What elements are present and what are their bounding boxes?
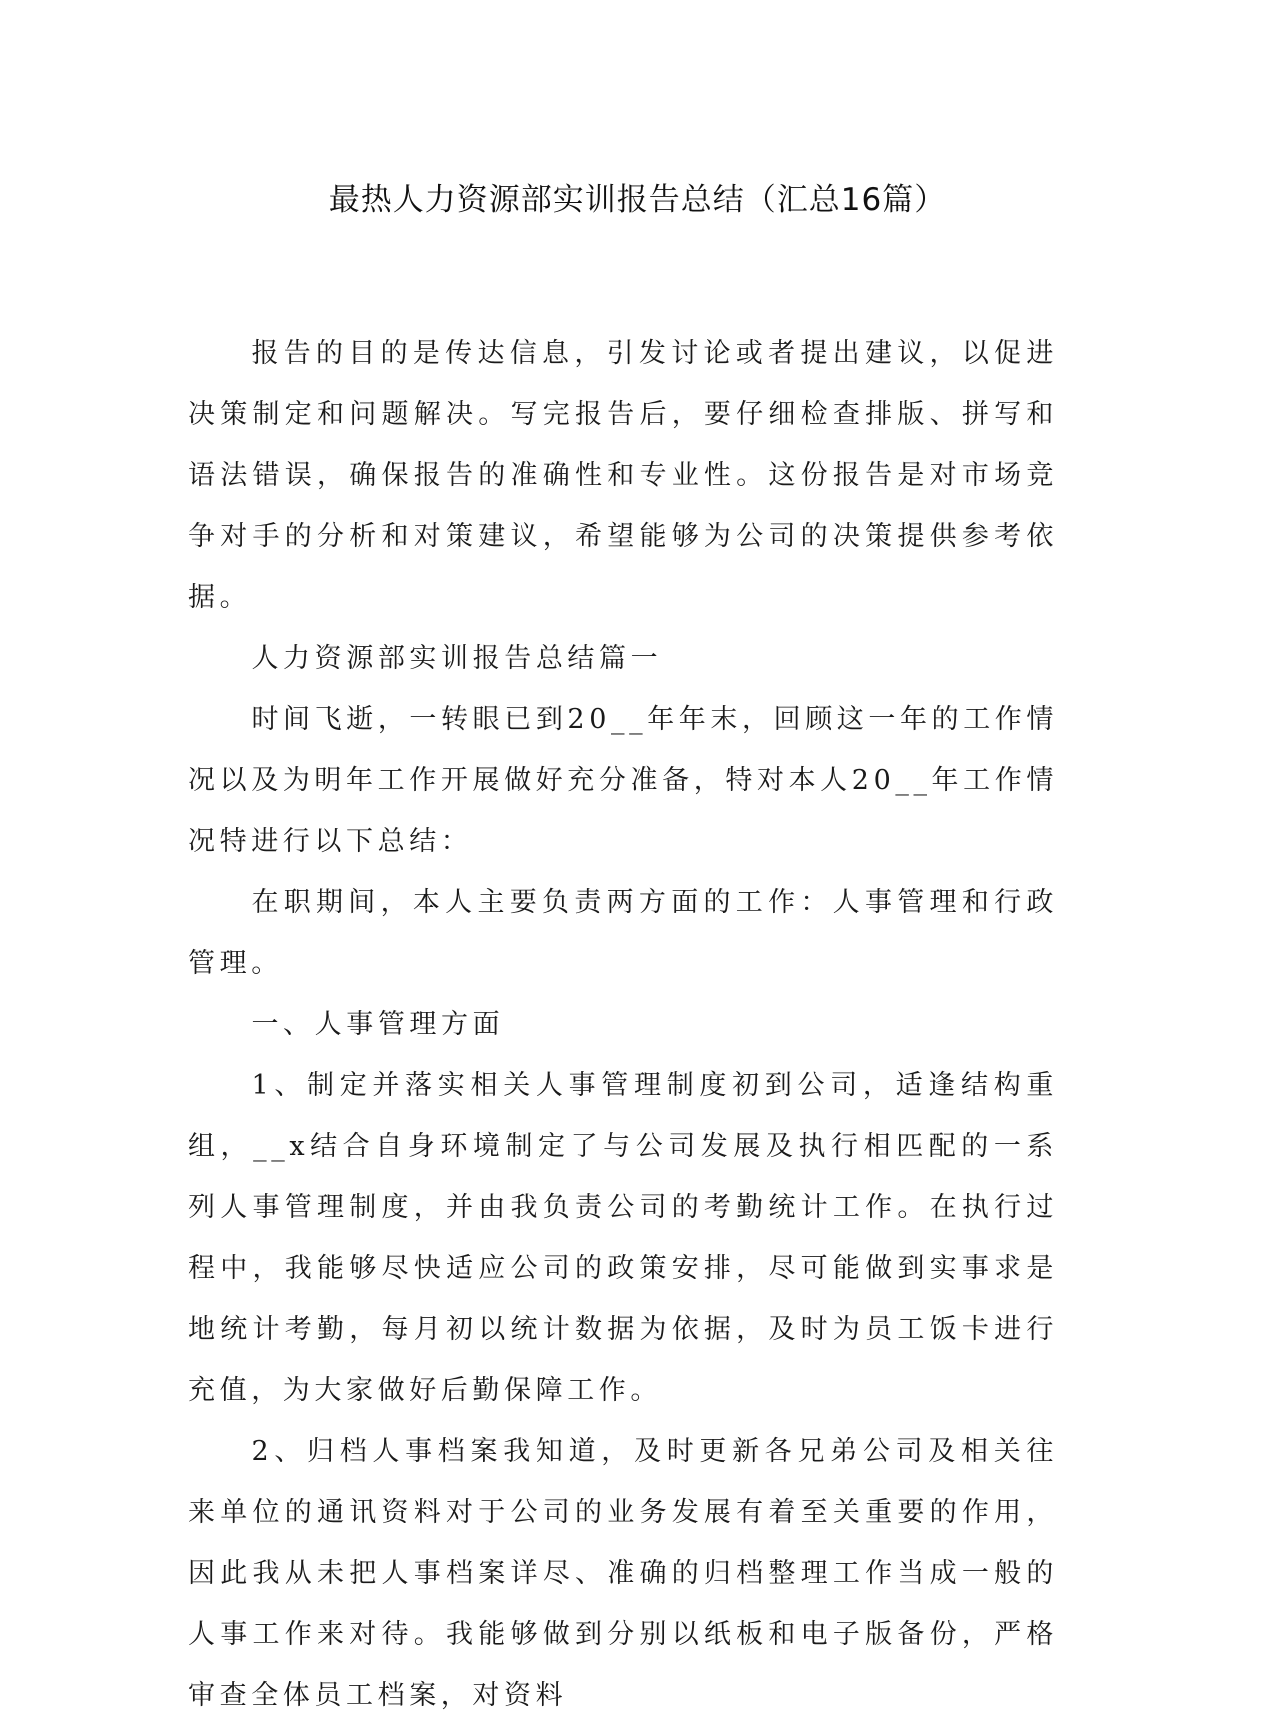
paragraph-intro: 报告的目的是传达信息，引发讨论或者提出建议，以促进决策制定和问题解决。写完报告后，要仔细检查排版、拼写和语法错误，确保报告的准确性和专业性。这份报告是对市场竞争对手的分析和对策建议，希望能够为公司的决策提供参考依据。 bbox=[188, 338, 1058, 613]
document-title: 最热人力资源部实训报告总结（汇总16篇） bbox=[328, 182, 947, 218]
paragraph-duties: 在职期间，本人主要负责两方面的工作：人事管理和行政管理。 bbox=[188, 887, 1058, 979]
paragraph-opening: 时间飞逝，一转眼已到20__年年末，回顾这一年的工作情况以及为明年工作开展做好充分准备，特对本人20__年工作情况特进行以下总结： bbox=[188, 704, 1058, 857]
section-heading: 人力资源部实训报告总结篇一 bbox=[251, 643, 663, 674]
subheading-personnel: 一、人事管理方面 bbox=[251, 1009, 505, 1040]
document-body bbox=[188, 323, 1058, 1726]
paragraph-item-1: 1、制定并落实相关人事管理制度初到公司，适逢结构重组，__x结合自身环境制定了与公司发展及执行相匹配的一系列人事管理制度，并由我负责公司的考勤统计工作。在执行过程中，我能够尽快适应公司的政策安排，尽可能做到实事求是地统计考勤，每月初以统计数据为依据，及时为员工饭卡进行充值，为大家做好后勤保障工作。 bbox=[188, 1070, 1058, 1406]
paragraph-item-2: 2、归档人事档案我知道，及时更新各兄弟公司及相关往来单位的通讯资料对于公司的业务发展有着至关重要的作用，因此我从未把人事档案详尽、准确的归档整理工作当成一般的人事工作来对待。我能够做到分别以纸板和电子版备份，严格审查全体员工档案，对资料 bbox=[188, 1436, 1058, 1711]
